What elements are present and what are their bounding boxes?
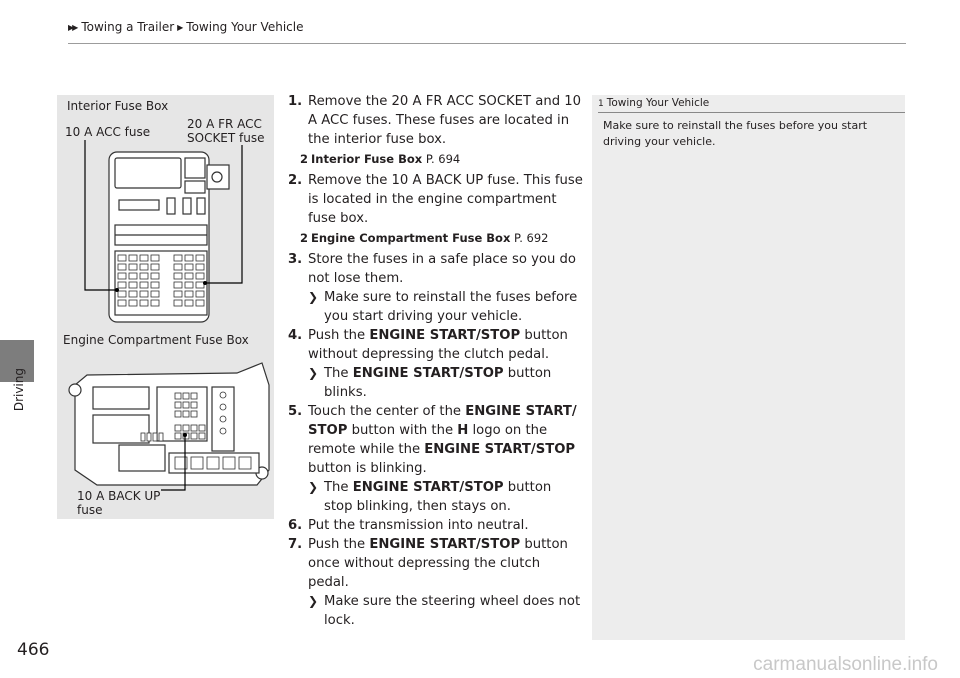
reference-interior-fuse-box[interactable]	[288, 150, 583, 169]
chevron-right-icon: ❯	[308, 366, 319, 380]
step-button-name: ENGINE START/STOP	[424, 442, 576, 457]
fr-acc-fuse-label-line2: SOCKET fuse	[187, 131, 265, 145]
fr-acc-fuse-label-line1: 20 A FR ACC	[187, 117, 262, 131]
reference-engine-fuse-box[interactable]	[288, 229, 583, 248]
note-panel	[592, 95, 905, 640]
chevron-right-icon: ❯	[308, 290, 319, 304]
step-5	[288, 402, 583, 478]
substep-text: Make sure to reinstall the fuses before you start driving your vehicle.	[324, 290, 578, 324]
substep-button-name: ENGINE START/STOP	[352, 366, 504, 381]
section-label: Driving	[12, 368, 26, 412]
step-text: logo on the remote while the	[308, 423, 548, 457]
reference-label[interactable]: Engine Compartment Fuse Box	[311, 231, 511, 245]
step-text: button once without depressing the clutch pedal.	[308, 537, 568, 590]
chevron-right-icon: ❯	[308, 480, 319, 494]
step-text: button is blinking.	[308, 461, 427, 476]
acc-fuse-label: 10 A ACC fuse	[65, 125, 151, 139]
step-text: Push the	[308, 328, 370, 343]
step-text: button without depressing the clutch pedal.	[308, 328, 568, 362]
substep-text: The	[324, 366, 353, 381]
step-list	[288, 92, 583, 630]
step-text: button with the	[347, 423, 458, 438]
step-3	[288, 250, 583, 288]
substep-text: button stop blinking, then stays on.	[324, 480, 552, 514]
header-rule	[68, 43, 906, 44]
step-button-name: ENGINE START/STOP	[369, 328, 521, 343]
step-text: Touch the center of the	[308, 404, 466, 419]
step-text: Push the	[308, 537, 370, 552]
step-4	[288, 326, 583, 364]
reference-page: P. 692	[510, 231, 549, 245]
interior-fuse-box-title: Interior Fuse Box	[67, 99, 169, 113]
note-title-text: Towing Your Vehicle	[606, 97, 710, 109]
step-1	[288, 92, 583, 149]
engine-fuse-box-title: Engine Compartment Fuse Box	[63, 333, 249, 347]
breadcrumb	[68, 20, 303, 34]
step-7	[288, 535, 583, 592]
step-6	[288, 516, 583, 535]
reference-label[interactable]: Interior Fuse Box	[311, 152, 423, 166]
fr-acc-fuse-marker	[203, 281, 207, 285]
fuse-box-illustration	[57, 95, 274, 519]
chevron-right-icon: ❯	[308, 594, 319, 608]
step-3-substep	[288, 288, 583, 326]
breadcrumb-part2[interactable]: Towing Your Vehicle	[186, 20, 304, 34]
breadcrumb-part1[interactable]: Towing a Trailer	[81, 20, 175, 34]
step-7-substep	[288, 592, 583, 630]
step-text: Remove the 20 A FR ACC SOCKET and 10 A ACC fuses. These fuses are located in the interior fuse box.	[308, 94, 582, 147]
step-number: 2.	[288, 173, 303, 188]
step-4-substep	[288, 364, 583, 402]
step-number: 4.	[288, 328, 303, 343]
step-number: 3.	[288, 252, 303, 267]
step-text: Put the transmission into neutral.	[308, 518, 529, 533]
substep-button-name: ENGINE START/STOP	[352, 480, 504, 495]
step-text: Store the fuses in a safe place so you do not lose them.	[308, 252, 576, 286]
step-2	[288, 171, 583, 228]
substep-text: Make sure the steering wheel does not lock.	[324, 594, 581, 628]
fuse-box-figure	[57, 95, 274, 519]
step-5-substep	[288, 478, 583, 516]
step-button-name: ENGINE START/ STOP	[308, 404, 577, 438]
watermark: carmanualsonline.info	[753, 654, 938, 675]
substep-text: button blinks.	[324, 366, 552, 400]
acc-fuse-marker	[115, 288, 119, 292]
reference-arrow-icon: 2	[300, 152, 309, 166]
backup-fuse-label-line2: fuse	[77, 503, 103, 517]
substep-text: The	[324, 480, 353, 495]
note-mark-icon: 1	[598, 99, 604, 109]
h-logo-text: H	[457, 423, 469, 438]
step-number: 5.	[288, 404, 303, 419]
note-title	[598, 97, 905, 113]
note-text: Make sure to reinstall the fuses before you start driving your vehicle.	[603, 119, 868, 148]
interior-fuse-box-drawing	[109, 152, 229, 322]
backup-fuse-label-line1: 10 A BACK UP	[77, 489, 161, 503]
step-text: Remove the 10 A BACK UP fuse. This fuse is located in the engine compartment fuse box.	[308, 173, 583, 226]
step-number: 6.	[288, 518, 303, 533]
step-number: 7.	[288, 537, 303, 552]
reference-page: P. 694	[422, 152, 461, 166]
double-triangle-icon: ▶▶	[68, 22, 77, 32]
step-number: 1.	[288, 94, 303, 109]
page-number: 466	[17, 640, 50, 660]
reference-arrow-icon: 2	[300, 231, 309, 245]
triangle-icon: ▶	[177, 22, 182, 32]
step-button-name: ENGINE START/STOP	[369, 537, 521, 552]
backup-fuse-marker	[183, 433, 187, 437]
